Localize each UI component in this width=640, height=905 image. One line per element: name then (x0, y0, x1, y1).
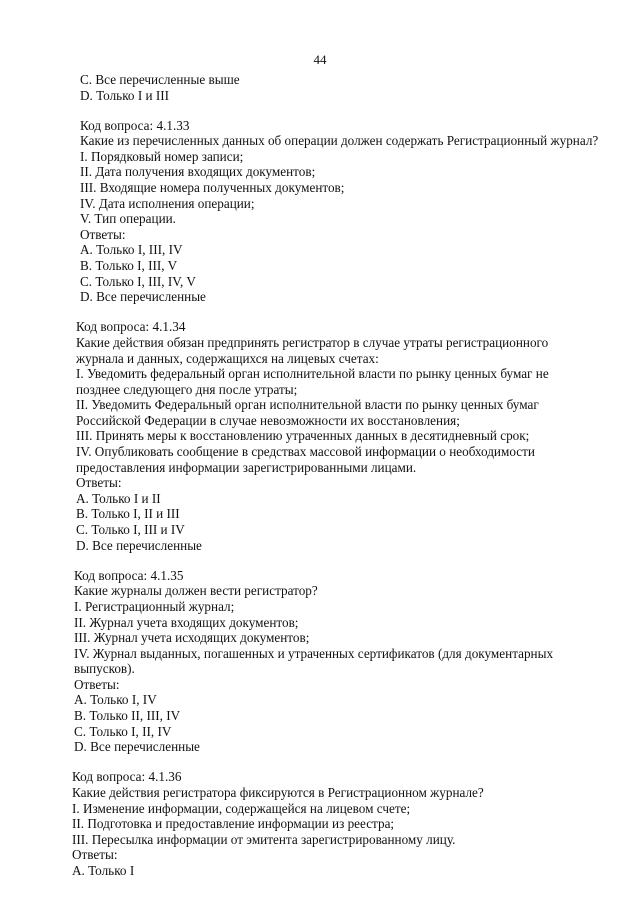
answer-option: C. Только I, III и IV (76, 522, 185, 538)
statement-item: выпусков). (74, 661, 135, 677)
answers-label: Ответы: (76, 475, 122, 491)
question-text: Какие действия обязан предпринять регистратор в случае утраты регистрационного (76, 334, 549, 350)
question-text: Какие журналы должен вести регистратор? (74, 583, 318, 599)
statement-item: II. Дата получения входящих документов; (80, 164, 316, 180)
answer-option: D. Все перечисленные (74, 739, 200, 755)
statement-item: V. Тип операции. (80, 211, 176, 227)
statement-item: IV. Дата исполнения операции; (80, 195, 255, 211)
question-text: Какие действия регистратора фиксируются в Регистрационном журнале? (72, 784, 484, 800)
question-code: Код вопроса: 4.1.36 (72, 769, 182, 785)
answer-option: B. Только II, III, IV (74, 708, 181, 724)
answer-option: C. Все перечисленные выше (80, 72, 240, 87)
answer-option: D. Все перечисленные (76, 537, 202, 553)
spacer (72, 103, 612, 118)
question-text: журнала и данных, содержащихся на лицевых счетах: (76, 350, 379, 366)
question-code: Код вопроса: 4.1.33 (80, 117, 190, 133)
question-block-4-1-36 (72, 769, 612, 878)
statement-item: I. Порядковый номер записи; (80, 148, 244, 164)
answers-label: Ответы: (80, 226, 126, 242)
question-block-4-1-33 (80, 118, 612, 305)
statement-item: I. Изменение информации, содержащейся на лицевом счете; (72, 800, 411, 816)
answer-option: D. Все перечисленные (80, 289, 206, 305)
answer-option: C. Только I, II, IV (74, 723, 172, 739)
answer-option: A. Только I, III, IV (80, 242, 183, 258)
statement-item: IV. Опубликовать сообщение в средствах массовой информации о необходимости (76, 444, 535, 460)
statement-item: III. Принять меры к восстановлению утраченных данных в десятидневный срок; (76, 428, 530, 444)
question-code: Код вопроса: 4.1.34 (76, 319, 186, 335)
question-block-4-1-35 (74, 568, 612, 755)
statement-item: II. Журнал учета входящих документов; (74, 614, 299, 630)
statement-item: IV. Журнал выданных, погашенных и утраченных сертификатов (для документарных (74, 645, 554, 661)
spacer (72, 755, 612, 770)
statement-item: Российской Федерации в случае невозможности их восстановления; (76, 412, 460, 428)
statement-item: I. Регистрационный журнал; (74, 598, 235, 614)
answer-option: B. Только I, III, V (80, 258, 178, 274)
answers-label: Ответы: (72, 847, 118, 863)
statement-item: II. Уведомить Федеральный орган исполнительной власти по рынку ценных бумаг (76, 397, 539, 413)
statement-item: предоставления информации зарегистрированными лицами. (76, 459, 417, 475)
answer-option: D. Только I и III (80, 87, 170, 103)
spacer (72, 553, 612, 568)
spacer (72, 305, 612, 320)
document-body (72, 72, 612, 879)
answer-option: A. Только I и II (76, 490, 161, 506)
answer-option: C. Только I, III, IV, V (80, 273, 196, 289)
statement-item: III. Входящие номера полученных документов; (80, 180, 345, 196)
statement-item: III. Пересылка информации от эмитента зарегистрированному лицу. (72, 831, 456, 847)
statement-item: позднее следующего дня после утраты; (76, 381, 298, 397)
page-number: 44 (313, 52, 327, 67)
answer-option: A. Только I, IV (74, 692, 157, 708)
answer-option: B. Только I, II и III (76, 506, 180, 522)
question-text: Какие из перечисленных данных об операции должен содержать Регистрационный журнал? (80, 133, 599, 149)
statement-item: II. Подготовка и предоставление информации из реестра; (72, 816, 395, 832)
statement-item: I. Уведомить федеральный орган исполнительной власти по рынку ценных бумаг не (76, 366, 549, 382)
question-code: Код вопроса: 4.1.35 (74, 567, 184, 583)
statement-item: III. Журнал учета исходящих документов; (74, 630, 310, 646)
answers-label: Ответы: (74, 676, 120, 692)
answer-option: A. Только I (72, 862, 135, 878)
previous-question-tail (80, 72, 612, 103)
question-block-4-1-34 (76, 319, 612, 553)
